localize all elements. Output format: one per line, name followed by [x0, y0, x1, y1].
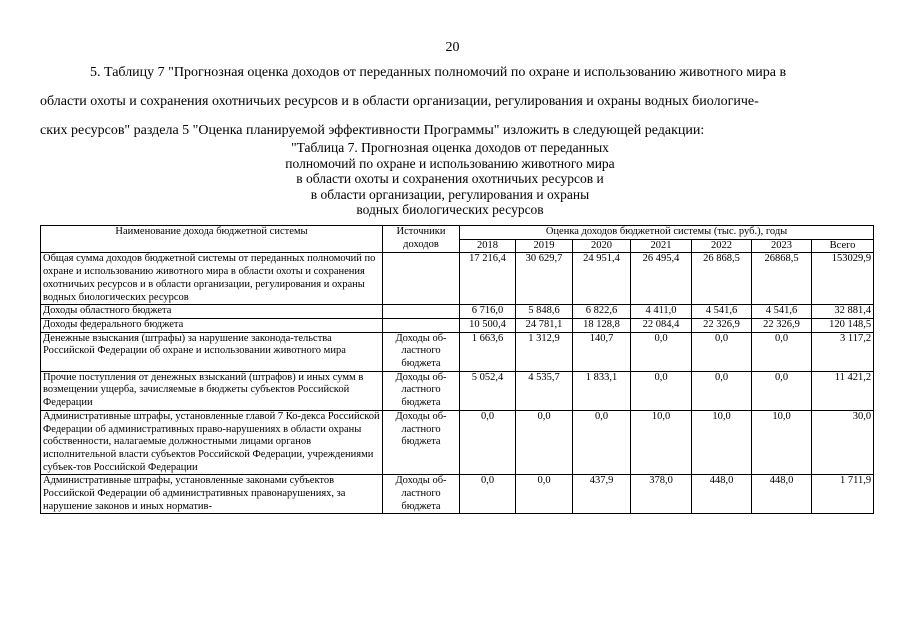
year-value-cell: 0,0 — [460, 475, 516, 514]
table-title — [245, 140, 655, 218]
income-name-cell: Доходы областного бюджета — [41, 305, 383, 319]
table-title-line: "Таблица 7. Прогнозная оценка доходов от переданных — [291, 140, 609, 155]
year-value-cell: 22 084,4 — [631, 318, 692, 332]
income-name-cell: Административные штрафы, установленные законами субъектов Российской Федерации об административных правонарушениях, за нарушение законов и иных норматив- — [41, 475, 383, 514]
income-table — [40, 225, 874, 514]
total-value-cell: 3 117,2 — [812, 332, 874, 371]
total-value-cell: 153029,9 — [812, 253, 874, 305]
year-value-cell: 22 326,9 — [752, 318, 812, 332]
year-value-cell: 10,0 — [752, 410, 812, 475]
year-value-cell: 1 663,6 — [460, 332, 516, 371]
year-value-cell: 26 868,5 — [692, 253, 752, 305]
year-value-cell: 10,0 — [631, 410, 692, 475]
year-value-cell: 140,7 — [573, 332, 631, 371]
income-name-cell: Общая сумма доходов бюджетной системы от переданных полномочий по охране и использованию животного мира в области охоты и сохранения охотничьих ресурсов и в области организации, регулирования и охраны водных биологических ресурсов — [41, 253, 383, 305]
year-value-cell: 5 848,6 — [516, 305, 573, 319]
year-value-cell: 378,0 — [631, 475, 692, 514]
year-value-cell: 0,0 — [573, 410, 631, 475]
year-value-cell: 0,0 — [752, 332, 812, 371]
total-value-cell: 120 148,5 — [812, 318, 874, 332]
year-value-cell: 0,0 — [692, 371, 752, 410]
income-source-cell — [383, 305, 460, 319]
table-title-line: в области организации, регулирования и охраны — [310, 186, 590, 202]
table-title-line: полномочий по охране и использованию животного мира — [285, 155, 615, 171]
total-value-cell: 30,0 — [812, 410, 874, 475]
year-value-cell: 5 052,4 — [460, 371, 516, 410]
income-name-cell: Доходы федерального бюджета — [41, 318, 383, 332]
header-total: Всего — [812, 239, 874, 253]
table-row — [41, 305, 874, 319]
header-row — [41, 226, 874, 240]
year-value-cell: 0,0 — [631, 371, 692, 410]
table-row — [41, 410, 874, 475]
year-value-cell: 4 535,7 — [516, 371, 573, 410]
year-value-cell: 1 312,9 — [516, 332, 573, 371]
total-value-cell: 32 881,4 — [812, 305, 874, 319]
header-year: 2022 — [692, 239, 752, 253]
income-source-cell: Доходы об-ластного бюджета — [383, 475, 460, 514]
table-row — [41, 253, 874, 305]
year-value-cell: 17 216,4 — [460, 253, 516, 305]
year-value-cell: 30 629,7 — [516, 253, 573, 305]
year-value-cell: 0,0 — [460, 410, 516, 475]
year-value-cell: 0,0 — [631, 332, 692, 371]
table-row — [41, 371, 874, 410]
header-name: Наименование дохода бюджетной системы — [41, 226, 383, 253]
income-source-cell: Доходы об-ластного бюджета — [383, 371, 460, 410]
year-value-cell: 6 822,6 — [573, 305, 631, 319]
year-value-cell: 4 541,6 — [692, 305, 752, 319]
table-row — [41, 475, 874, 514]
table-row — [41, 318, 874, 332]
table-title-line: водных биологических ресурсов — [356, 202, 544, 217]
table-title-line: в области охоты и сохранения охотничьих ресурсов и — [296, 171, 604, 186]
page-number: 20 — [445, 40, 460, 55]
income-source-cell: Доходы об-ластного бюджета — [383, 332, 460, 371]
income-source-cell: Доходы об-ластного бюджета — [383, 410, 460, 475]
income-name-cell: Административные штрафы, установленные главой 7 Ко-декса Российской Федерации об административных право-нарушениях в области охраны собственности, налагаемые должностными лицами органов исполнительной власти субъектов Российской Федерации, учреждениями субъек-тов Российской Федерации — [41, 410, 383, 475]
year-value-cell: 0,0 — [692, 332, 752, 371]
year-value-cell: 10,0 — [692, 410, 752, 475]
header-year: 2020 — [573, 239, 631, 253]
intro-line-3: ских ресурсов" раздела 5 "Оценка планируемой эффективности Программы" изложить в следующей редакции: — [40, 123, 705, 138]
year-value-cell: 22 326,9 — [692, 318, 752, 332]
income-name-cell: Денежные взыскания (штрафы) за нарушение законода-тельства Российской Федерации об охране и использовании животного мира — [41, 332, 383, 371]
header-source: Источники доходов — [383, 226, 460, 253]
header-year: 2019 — [516, 239, 573, 253]
year-value-cell: 448,0 — [692, 475, 752, 514]
year-value-cell: 18 128,8 — [573, 318, 631, 332]
income-name-cell: Прочие поступления от денежных взысканий (штрафов) и иных сумм в возмещении ущерба, зачисляемые в бюджеты субъектов Российской Федерации — [41, 371, 383, 410]
year-value-cell: 4 541,6 — [752, 305, 812, 319]
year-value-cell: 437,9 — [573, 475, 631, 514]
header-estimate: Оценка доходов бюджетной системы (тыс. руб.), годы — [460, 226, 874, 240]
income-source-cell — [383, 318, 460, 332]
year-value-cell: 0,0 — [516, 475, 573, 514]
intro-line-1: 5. Таблицу 7 "Прогнозная оценка доходов от переданных полномочий по охране и использованию животного мира в — [90, 65, 787, 80]
year-value-cell: 4 411,0 — [631, 305, 692, 319]
year-value-cell: 6 716,0 — [460, 305, 516, 319]
header-year: 2021 — [631, 239, 692, 253]
total-value-cell: 11 421,2 — [812, 371, 874, 410]
year-value-cell: 448,0 — [752, 475, 812, 514]
year-value-cell: 0,0 — [752, 371, 812, 410]
year-value-cell: 26868,5 — [752, 253, 812, 305]
header-year: 2023 — [752, 239, 812, 253]
year-value-cell: 24 781,1 — [516, 318, 573, 332]
year-value-cell: 24 951,4 — [573, 253, 631, 305]
year-value-cell: 0,0 — [516, 410, 573, 475]
income-source-cell — [383, 253, 460, 305]
header-year: 2018 — [460, 239, 516, 253]
total-value-cell: 1 711,9 — [812, 475, 874, 514]
intro-paragraph — [40, 58, 870, 145]
year-value-cell: 10 500,4 — [460, 318, 516, 332]
intro-line-2: области охоты и сохранения охотничьих ресурсов и в области организации, регулирования и охраны водных биологиче- — [40, 94, 759, 109]
table-row — [41, 332, 874, 371]
year-value-cell: 1 833,1 — [573, 371, 631, 410]
table-body — [41, 253, 874, 514]
year-value-cell: 26 495,4 — [631, 253, 692, 305]
